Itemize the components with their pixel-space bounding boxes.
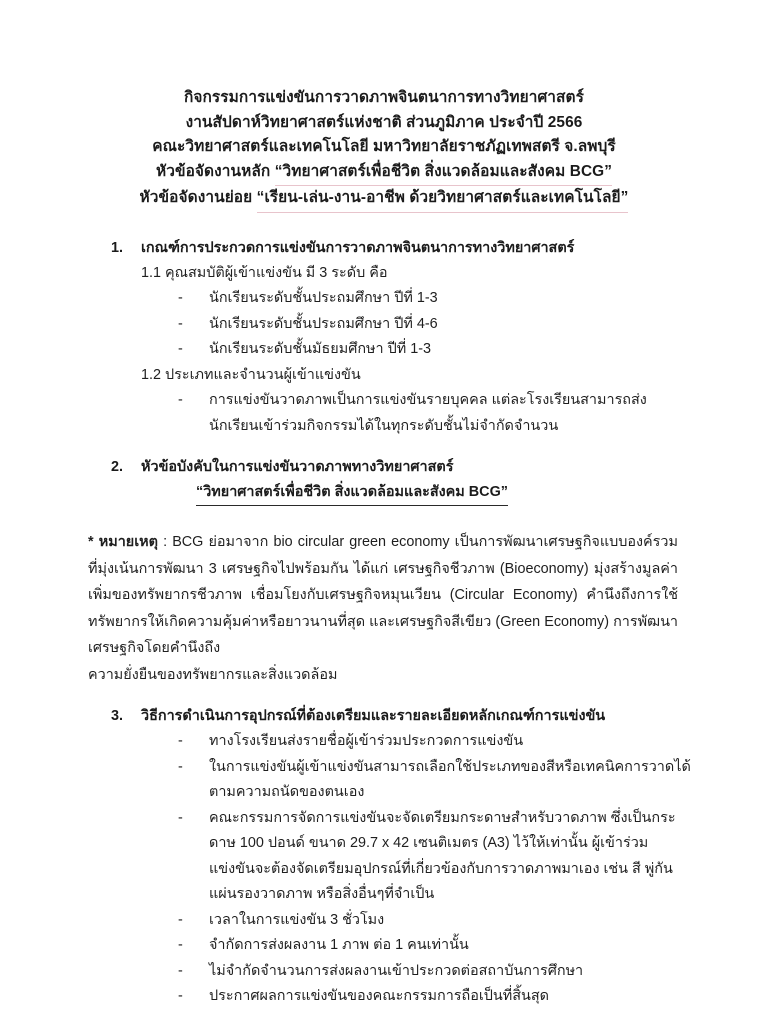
dash-bullet-icon: - bbox=[178, 290, 183, 306]
section-1-2-bullet-1: การแข่งขันวาดภาพเป็นการแข่งขันรายบุคคล แต่ละโรงเรียนสามารถส่งนักเรียนเข้าร่วมกิจกรรมได้ในทุกระดับชั้นไม่จำกัดจำนวน bbox=[209, 392, 647, 434]
header-line-5 bbox=[74, 186, 694, 213]
section-3-bullet-2: ในการแข่งขันผู้เข้าแข่งขันสามารถเลือกใช้ประเภทของสีหรือเทคนิคการวาดได้ตามความถนัดของตนเอง bbox=[209, 758, 691, 800]
dash-bullet-icon: - bbox=[178, 341, 183, 357]
list-item bbox=[74, 933, 694, 959]
header-line-2: งานสัปดาห์วิทยาศาสตร์แห่งชาติ ส่วนภูมิภาค ประจำปี 2566 bbox=[185, 113, 583, 131]
section-3-bullet-7: ประกาศผลการแข่งขันของคณะกรรมการถือเป็นที่สิ้นสุด bbox=[209, 988, 549, 1004]
dash-bullet-icon: - bbox=[178, 911, 183, 928]
section-3-bullet-4: เวลาในการแข่งขัน 3 ชั่วโมง bbox=[209, 911, 385, 928]
note-paragraph bbox=[74, 529, 694, 662]
section-1-title: เกณฑ์การประกวดการแข่งขันการวาดภาพจินตนาการทางวิทยาศาสตร์ bbox=[141, 239, 575, 256]
list-item bbox=[74, 312, 694, 338]
section-2-subtitle bbox=[74, 480, 694, 506]
section-2 bbox=[74, 455, 694, 506]
header-line-3: คณะวิทยาศาสตร์และเทคโนโลยี มหาวิทยาลัยราชภัฏเทพสตรี จ.ลพบุรี bbox=[152, 138, 616, 155]
list-item bbox=[74, 729, 694, 755]
list-item bbox=[74, 388, 694, 439]
dash-bullet-icon: - bbox=[178, 758, 183, 775]
section-3-bullet-5: จำกัดการส่งผลงาน 1 ภาพ ต่อ 1 คนเท่านั้น bbox=[209, 937, 469, 953]
dash-bullet-icon: - bbox=[178, 937, 183, 953]
section-3-title: วิธีการดำเนินการอุปกรณ์ที่ต้องเตรียมและรายละเอียดหลักเกณฑ์การแข่งขัน bbox=[141, 708, 606, 724]
dash-bullet-icon: - bbox=[178, 962, 183, 979]
note-paragraph-tail: ความยั่งยืนของทรัพยากรและสิ่งแวดล้อม bbox=[88, 666, 338, 683]
list-item bbox=[74, 908, 694, 934]
section-1-1-bullet-2: นักเรียนระดับชั้นประถมศึกษา ปีที่ 4-6 bbox=[209, 315, 438, 332]
note-body: BCG ย่อมาจาก bio circular green economy เป็นการพัฒนาเศรษฐกิจแบบองค์รวม ที่มุ่งเน้นการพัฒนา 3 เศรษฐกิจไปพร้อมกัน ได้แก่ เศรษฐกิจชีวภาพ (Bioeconomy) มุ่งสร้างมูลค่าเพิ่มของทรัพยากรชีวภาพ เชื่อมโยงกับเศรษฐกิจหมุนเวียน (Circular Economy) คำนึงถึงการใช้ทรัพยากรให้เกิดความคุ้มค่าหรือยาวนานที่สุด และเศรษฐกิจสีเขียว (Green Economy) การพัฒนาเศรษฐกิจโดยคำนึงถึง bbox=[88, 534, 678, 656]
section-1-1-label: 1.1 คุณสมบัติผู้เข้าแข่งขัน มี 3 ระดับ คือ bbox=[141, 264, 388, 281]
list-item bbox=[74, 984, 694, 1010]
dash-bullet-icon: - bbox=[178, 392, 183, 408]
list-item bbox=[74, 337, 694, 363]
section-1-2-label: 1.2 ประเภทและจำนวนผู้เข้าแข่งขัน bbox=[141, 366, 361, 383]
section-2-heading bbox=[74, 455, 694, 480]
section-3-bullet-6: ไม่จำกัดจำนวนการส่งผลงานเข้าประกวดต่อสถาบันการศึกษา bbox=[209, 962, 584, 979]
list-item bbox=[74, 286, 694, 312]
section-3-bullet-1: ทางโรงเรียนส่งรายชื่อผู้เข้าร่วมประกวดการแข่งขัน bbox=[209, 733, 524, 749]
header-line-4 bbox=[74, 160, 694, 187]
header-line-4-prefix: หัวข้อจัดงานหลัก bbox=[155, 162, 275, 180]
section-1-1-bullet-1: นักเรียนระดับชั้นประถมศึกษา ปีที่ 1-3 bbox=[209, 290, 438, 306]
section-2-title: หัวข้อบังคับในการแข่งขันวาดภาพทางวิทยาศาสตร์ bbox=[141, 459, 454, 475]
dash-bullet-icon: - bbox=[178, 809, 183, 826]
section-1-1-bullet-3: นักเรียนระดับชั้นมัธยมศึกษา ปีที่ 1-3 bbox=[209, 341, 432, 357]
dash-bullet-icon: - bbox=[178, 988, 183, 1004]
note-asterisk: * bbox=[88, 534, 94, 550]
dash-bullet-icon: - bbox=[178, 733, 183, 749]
header-line-4-topic: “วิทยาศาสตร์เพื่อชีวิต สิ่งแวดล้อมและสังคม BCG” bbox=[275, 160, 612, 187]
header-line-1: กิจกรรมการแข่งขันการวาดภาพจินตนาการทางวิทยาศาสตร์ bbox=[183, 89, 585, 106]
dash-bullet-icon: - bbox=[178, 315, 183, 332]
section-3-number: 3. bbox=[111, 708, 124, 724]
section-1-heading bbox=[74, 236, 694, 261]
section-2-number: 2. bbox=[111, 459, 124, 475]
section-2-subtitle-text: “วิทยาศาสตร์เพื่อชีวิต สิ่งแวดล้อมและสังคม BCG” bbox=[196, 480, 508, 506]
section-3-heading bbox=[74, 704, 694, 729]
section-1-number: 1. bbox=[111, 239, 124, 256]
header-line-5-topic: “เรียน-เล่น-งาน-อาชีพ ด้วยวิทยาศาสตร์และเทคโนโลยี” bbox=[257, 186, 629, 213]
section-1 bbox=[74, 236, 694, 440]
header-line-5-prefix: หัวข้อจัดงานย่อย bbox=[139, 189, 257, 206]
list-item bbox=[74, 755, 694, 806]
note-separator: : bbox=[157, 534, 173, 550]
section-3 bbox=[74, 704, 694, 1010]
document-header bbox=[74, 86, 694, 213]
list-item bbox=[74, 806, 694, 908]
list-item bbox=[74, 959, 694, 985]
note-label: หมายเหตุ bbox=[98, 534, 158, 550]
section-3-bullet-3: คณะกรรมการจัดการแข่งขันจะจัดเตรียมกระดาษสำหรับวาดภาพ ซึ่งเป็นกระดาษ 100 ปอนด์ ขนาด 29.7 x 42 เซนติเมตร (A3) ไว้ให้เท่านั้น ผู้เข้าร่วมแข่งขันจะต้องจัดเตรียมอุปกรณ์ที่เกี่ยวข้องกับการวาดภาพมาเอง เช่น สี พู่กัน แผ่นรองวาดภาพ หรือสิ่งอื่นๆที่จำเป็น bbox=[209, 809, 676, 902]
